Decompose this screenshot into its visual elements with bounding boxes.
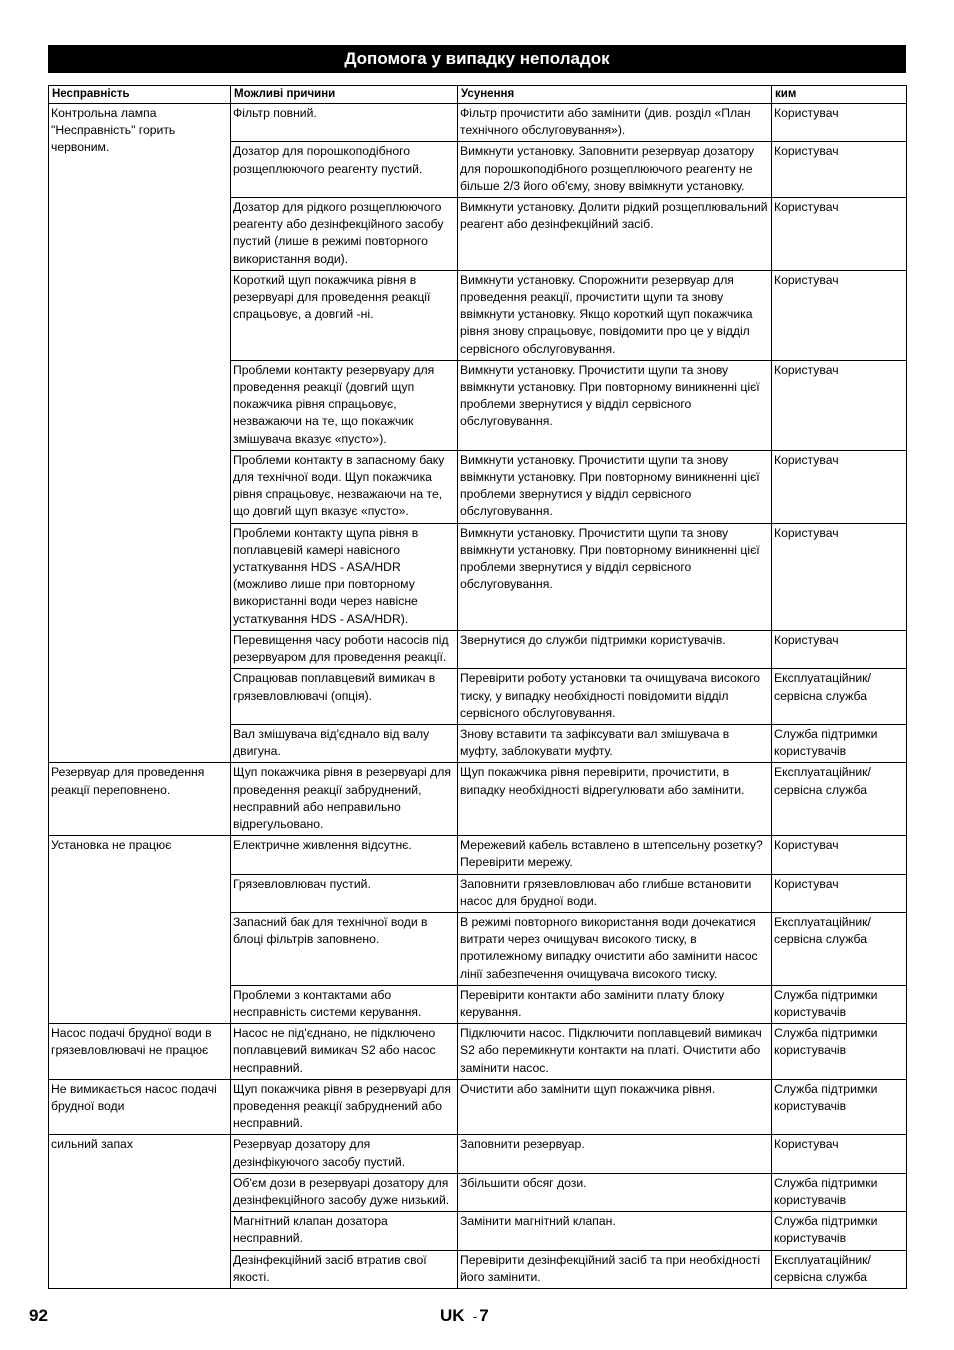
cause-cell: Проблеми контакту резервуару для проведення реакції (довгий щуп покажчика рівня спрацьовує, незважаючи на те, що покажчик змішувача вказує «пусто»). (231, 360, 458, 450)
remedy-cell: Перевірити дезінфекційний засіб та при необхідності його замінити. (458, 1250, 772, 1288)
who-cell: Експлуатаційник/ сервісна служба (772, 912, 907, 985)
who-cell: Користувач (772, 360, 907, 450)
table-row (49, 104, 907, 142)
remedy-cell: Вимкнути установку. Заповнити резервуар дозатору для порошкоподібного розщеплюючого реагенту не більше 2/3 його об'єму, знову ввімкнути установку. (458, 142, 772, 198)
remedy-cell: Вимкнути установку. Прочистити щупи та знову ввімкнути установку. При повторному виникненні цієї проблеми звернутися у відділ сервісного обслуговування. (458, 523, 772, 630)
cause-cell: Проблеми контакту в запасному баку для технічної води. Щуп покажчика рівня спрацьовує, незважаючи на те, що довгий щуп вказує «пусто». (231, 450, 458, 523)
remedy-cell: В режимі повторного використання води дочекатися витрати через очищувач високого тиску, в протилежному випадку очистити або замінити насос лінії забезпечення очищувача високого тиску. (458, 912, 772, 985)
remedy-cell: Знову вставити та зафіксувати вал змішувача в муфту, заблокувати муфту. (458, 724, 772, 762)
section-page-label (440, 1306, 489, 1326)
cause-cell: Дозатор для порошкоподібного розщеплюючого реагенту пустий. (231, 142, 458, 198)
remedy-cell: Перевірити роботу установки та очищувача високого тиску, у випадку необхідності повідомити відділ сервісного обслуговування. (458, 669, 772, 725)
remedy-cell: Заповнити грязевловлювач або глибше встановити насос для брудної води. (458, 874, 772, 912)
remedy-cell: Очистити або замінити щуп покажчика рівня. (458, 1079, 772, 1135)
separator: - (472, 1308, 478, 1324)
fault-cell: Резервуар для проведення реакції переповнено. (49, 763, 231, 836)
who-cell: Експлуатаційник/ сервісна служба (772, 1250, 907, 1288)
who-cell: Користувач (772, 523, 907, 630)
table-row (49, 1135, 907, 1173)
who-cell: Експлуатаційник/ сервісна служба (772, 669, 907, 725)
header-who: ким (772, 86, 907, 104)
who-cell: Користувач (772, 270, 907, 360)
page-number: 92 (29, 1306, 48, 1325)
cause-cell: Магнітний клапан дозатора несправний. (231, 1212, 458, 1250)
header-causes: Можливі причини (231, 86, 458, 104)
cause-cell: Проблеми з контактами або несправність системи керування. (231, 985, 458, 1023)
fault-cell: Насос подачі брудної води в грязевловлювачі не працює (49, 1024, 231, 1080)
cause-cell: Щуп покажчика рівня в резервуарі для проведення реакції забруднений або несправний. (231, 1079, 458, 1135)
cause-cell: Резервуар дозатору для дезінфікуючого засобу пустий. (231, 1135, 458, 1173)
remedy-cell: Вимкнути установку. Спорожнити резервуар для проведення реакції, прочистити щупи та знову ввімкнути установку. Якщо короткий щуп покажчика рівня знову спрацьовує, повідомити про це у відділ сервісного обслуговування. (458, 270, 772, 360)
remedy-cell: Збільшити обсяг дози. (458, 1173, 772, 1211)
cause-cell: Грязевловлювач пустий. (231, 874, 458, 912)
table-header-row (49, 86, 907, 104)
remedy-cell: Мережевий кабель вставлено в штепсельну розетку? Перевірити мережу. (458, 836, 772, 874)
table-row (49, 1079, 907, 1135)
who-cell: Служба підтримки користувачів (772, 985, 907, 1023)
header-remedy: Усунення (458, 86, 772, 104)
who-cell: Служба підтримки користувачів (772, 1173, 907, 1211)
cause-cell: Короткий щуп покажчика рівня в резервуарі для проведення реакції спрацьовує, а довгий -ні. (231, 270, 458, 360)
section-page-number: 7 (479, 1306, 489, 1325)
cause-cell: Об'єм дози в резервуарі дозатору для дезінфекційного засобу дуже низький. (231, 1173, 458, 1211)
cause-cell: Щуп покажчика рівня в резервуарі для проведення реакції забруднений, несправний або неправильно відрегульовано. (231, 763, 458, 836)
fault-cell: Установка не працює (49, 836, 231, 1024)
fault-cell: Не вимикається насос подачі брудної води (49, 1079, 231, 1135)
who-cell: Користувач (772, 1135, 907, 1173)
remedy-cell: Замінити магнітний клапан. (458, 1212, 772, 1250)
who-cell: Користувач (772, 874, 907, 912)
remedy-cell: Вимкнути установку. Прочистити щупи та знову ввімкнути установку. При повторному виникненні цієї проблеми звернутися у відділ сервісного обслуговування. (458, 360, 772, 450)
cause-cell: Запасний бак для технічної води в блоці фільтрів заповнено. (231, 912, 458, 985)
who-cell: Користувач (772, 450, 907, 523)
table-row (49, 1024, 907, 1080)
who-cell: Служба підтримки користувачів (772, 1079, 907, 1135)
who-cell: Служба підтримки користувачів (772, 1024, 907, 1080)
table-row (49, 763, 907, 836)
cause-cell: Дезінфекційний засіб втратив свої якості. (231, 1250, 458, 1288)
cause-cell: Спрацював поплавцевий вимикач в грязевловлювачі (опція). (231, 669, 458, 725)
who-cell: Експлуатаційник/ сервісна служба (772, 763, 907, 836)
remedy-cell: Вимкнути установку. Долити рідкий розщеплювальний реагент або дезінфекційний засіб. (458, 198, 772, 271)
fault-cell: сильний запах (49, 1135, 231, 1289)
cause-cell: Проблеми контакту щупа рівня в поплавцевій камері навісного устаткування HDS - ASA/HDR (можливо лише при повторному використанні води через навісне устаткування HDS - ASA/HDR). (231, 523, 458, 630)
language-code: UK (440, 1306, 465, 1325)
page-title: Допомога у випадку неполадок (48, 45, 906, 73)
cause-cell: Дозатор для рідкого розщеплюючого реагенту або дезінфекційного засобу пустий (лише в режимі повторного використання води). (231, 198, 458, 271)
remedy-cell: Підключити насос. Підключити поплавцевий вимикач S2 або перемикнути контакти на платі. Очистити або замінити насос. (458, 1024, 772, 1080)
cause-cell: Насос не під'єднано, не підключено поплавцевий вимикач S2 або насос несправний. (231, 1024, 458, 1080)
who-cell: Служба підтримки користувачів (772, 724, 907, 762)
who-cell: Користувач (772, 142, 907, 198)
cause-cell: Електричне живлення відсутнє. (231, 836, 458, 874)
cause-cell: Фільтр повний. (231, 104, 458, 142)
remedy-cell: Фільтр прочистити або замінити (див. розділ «План технічного обслуговування»). (458, 104, 772, 142)
remedy-cell: Вимкнути установку. Прочистити щупи та знову ввімкнути установку. При повторному виникненні цієї проблеми звернутися у відділ сервісного обслуговування. (458, 450, 772, 523)
troubleshooting-table (48, 85, 907, 1289)
cause-cell: Вал змішувача від'єднало від валу двигуна. (231, 724, 458, 762)
header-fault: Несправність (49, 86, 231, 104)
who-cell: Служба підтримки користувачів (772, 1212, 907, 1250)
who-cell: Користувач (772, 198, 907, 271)
who-cell: Користувач (772, 630, 907, 668)
cause-cell: Перевищення часу роботи насосів під резервуаром для проведення реакції. (231, 630, 458, 668)
who-cell: Користувач (772, 836, 907, 874)
remedy-cell: Щуп покажчика рівня перевірити, прочистити, в випадку необхідності відрегулювати або замінити. (458, 763, 772, 836)
table-row (49, 836, 907, 874)
remedy-cell: Звернутися до служби підтримки користувачів. (458, 630, 772, 668)
who-cell: Користувач (772, 104, 907, 142)
remedy-cell: Заповнити резервуар. (458, 1135, 772, 1173)
fault-cell: Контрольна лампа "Несправність" горить червоним. (49, 104, 231, 763)
remedy-cell: Перевірити контакти або замінити плату блоку керування. (458, 985, 772, 1023)
